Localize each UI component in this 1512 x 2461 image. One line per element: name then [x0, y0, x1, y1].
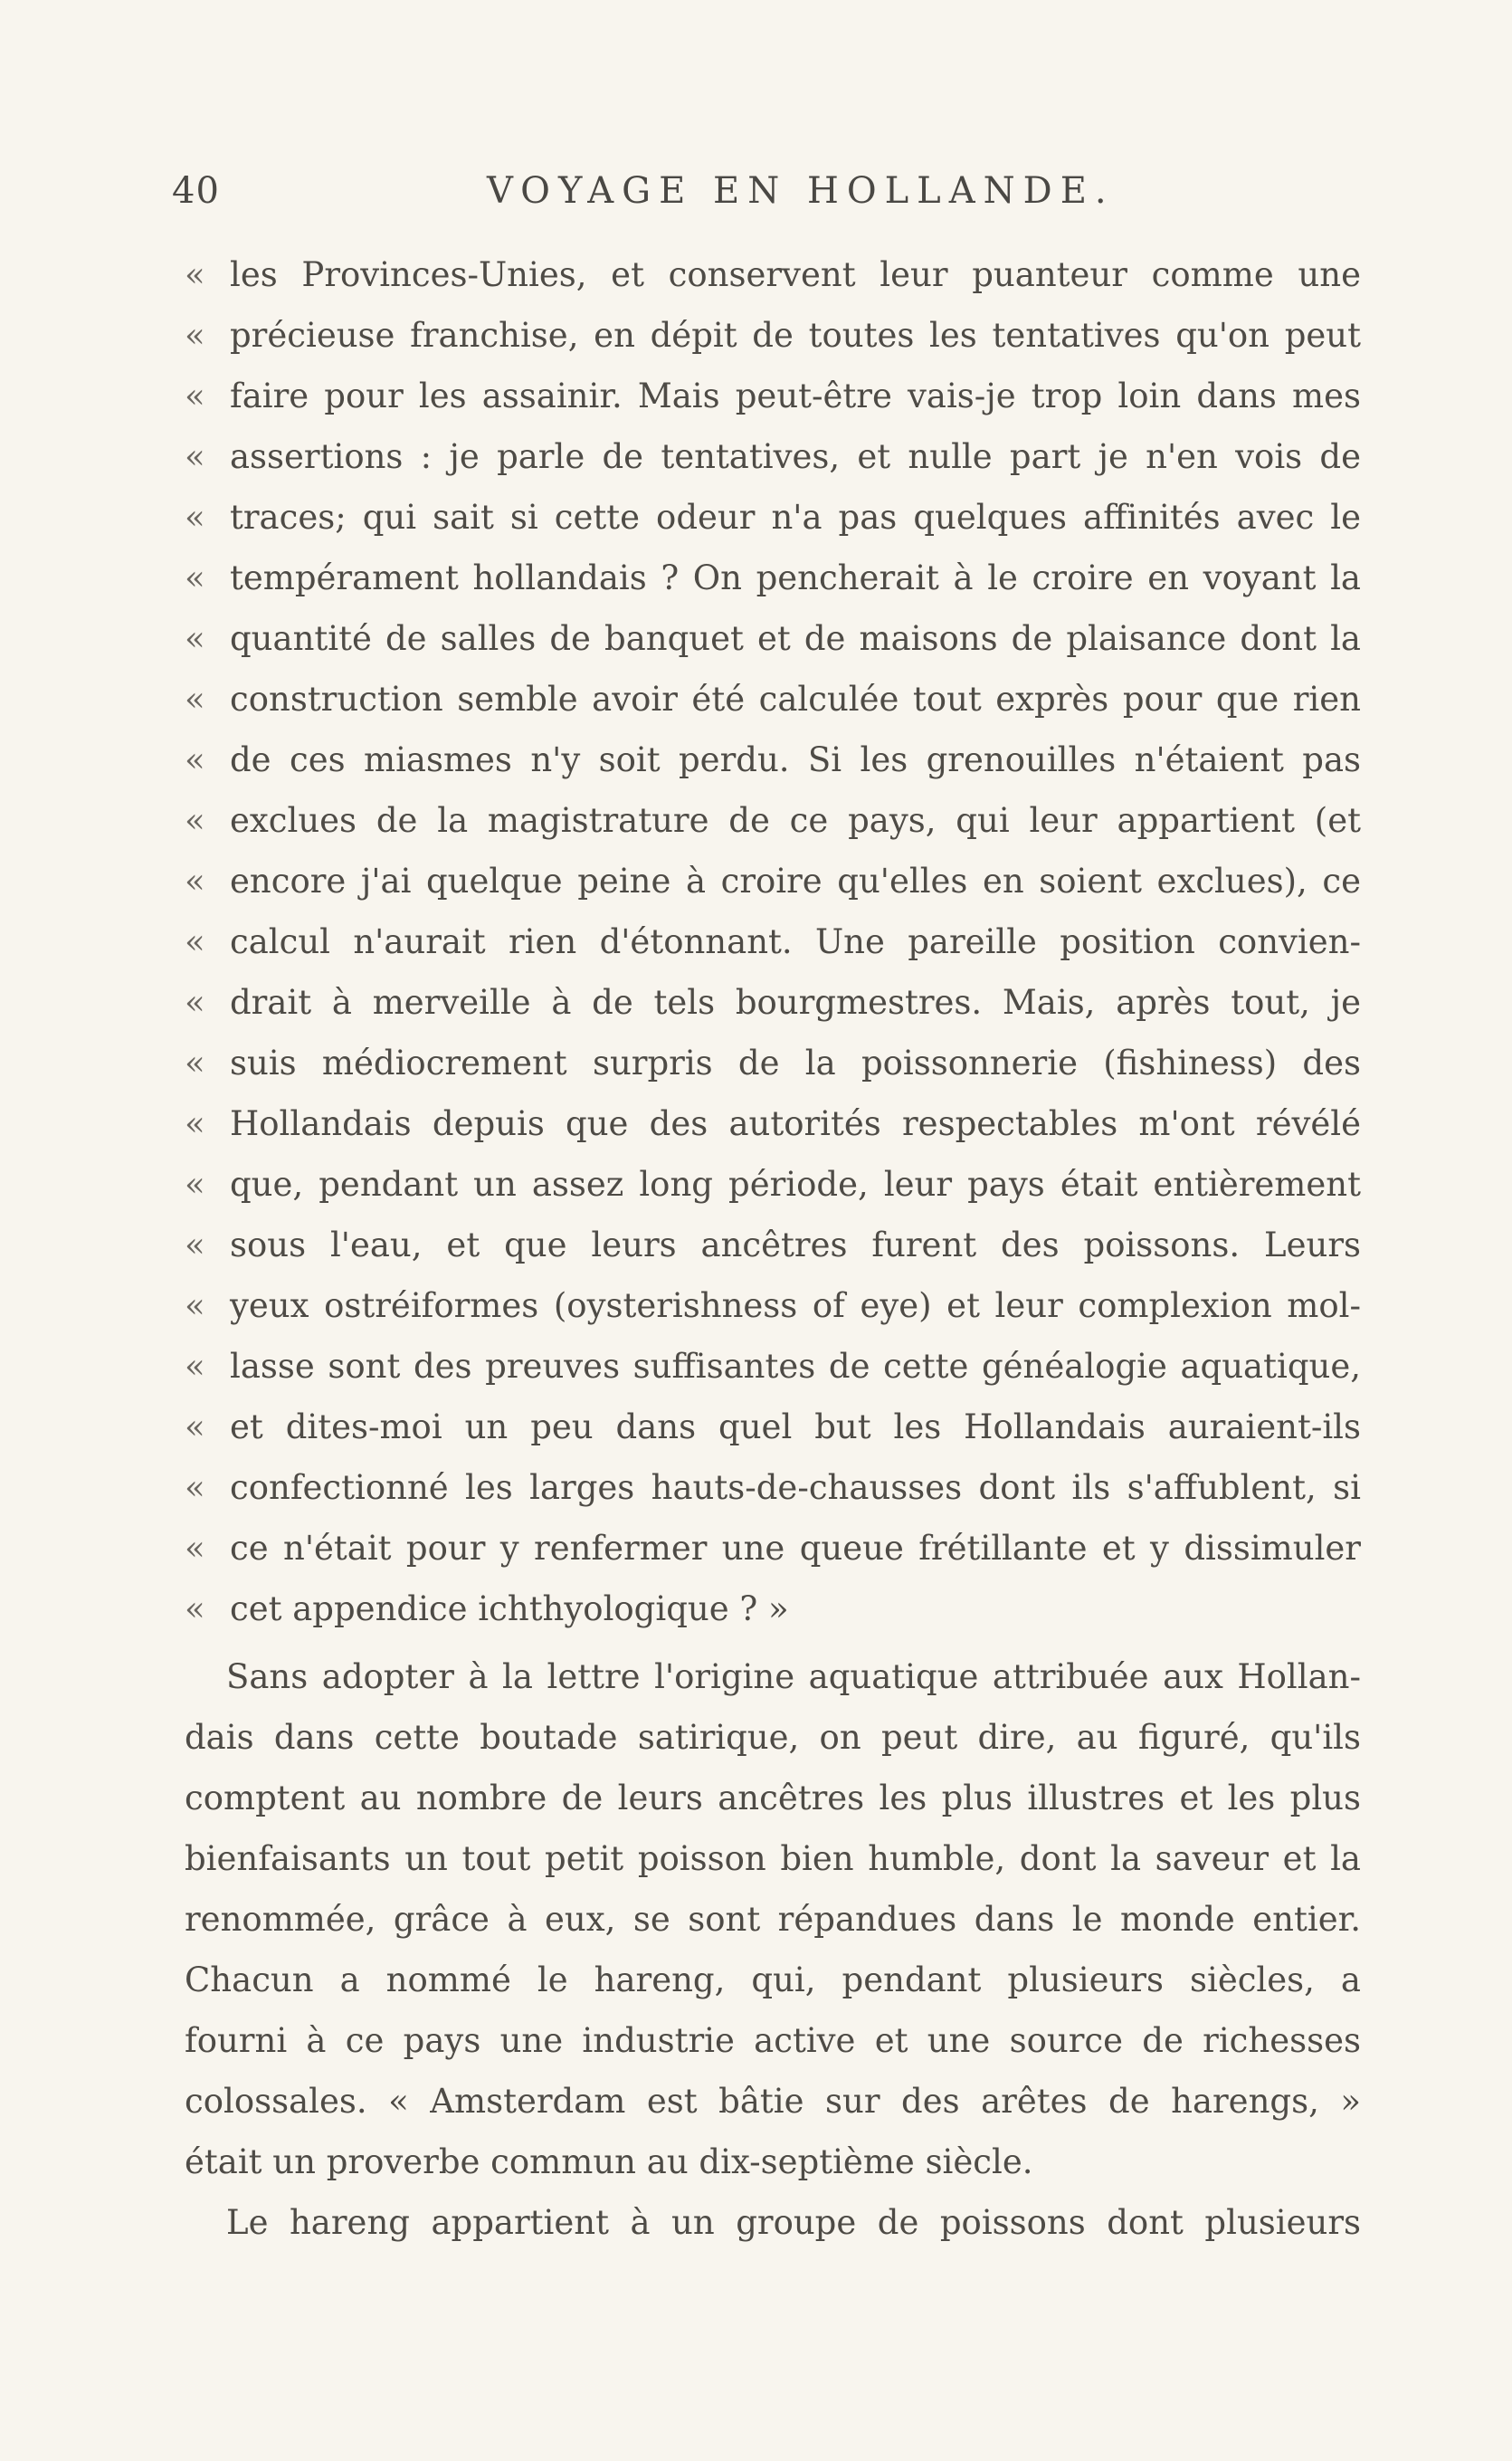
- quote-line-text: traces; qui sait si cette odeur n'a pas quelques affinités avec le: [230, 498, 1361, 537]
- paragraph-line: Chacun a nommé le hareng, qui, pendant plusieurs siècles, a: [185, 1960, 1361, 1999]
- quote-line-text: précieuse franchise, en dépit de toutes les tentatives qu'on peut: [230, 316, 1361, 355]
- paragraph-line: renommée, grâce à eux, se sont répandues dans le monde entier.: [185, 1900, 1361, 1939]
- paragraph-line: comptent au nombre de leurs ancêtres les plus illustres et les plus: [185, 1779, 1361, 1817]
- quote-line: [185, 244, 1361, 305]
- quote-line: [185, 1154, 1361, 1215]
- paragraph-line: colossales. « Amsterdam est bâtie sur des arêtes de harengs, »: [185, 2082, 1361, 2121]
- quote-mark: «: [185, 983, 205, 1022]
- quote-line-text: cet appendice ichthyologique ? »: [230, 1589, 789, 1628]
- quote-line: [185, 426, 1361, 487]
- quote-line-text: encore j'ai quelque peine à croire qu'elles en soient exclues), ce: [230, 862, 1361, 901]
- body-text: [185, 244, 1361, 2253]
- quote-line-text: confectionné les larges hauts-de-chausses dont ils s'affublent, si: [230, 1468, 1361, 1507]
- quote-line: [185, 1093, 1361, 1154]
- quote-mark: «: [185, 1044, 205, 1083]
- quote-line: [185, 911, 1361, 972]
- quote-line-text: quantité de salles de banquet et de maisons de plaisance dont la: [230, 619, 1361, 658]
- quoted-passage: [185, 244, 1361, 1639]
- running-head: [172, 170, 1348, 224]
- quote-line: [185, 1579, 1361, 1639]
- quote-line-text: drait à merveille à de tels bourgmestres. Mais, après tout, je: [230, 983, 1361, 1022]
- paragraph-line: était un proverbe commun au dix-septième siècle.: [185, 2142, 1033, 2181]
- quote-mark: «: [185, 1286, 205, 1325]
- paragraph-line: dais dans cette boutade satirique, on peut dire, au figuré, qu'ils: [185, 1718, 1361, 1757]
- quote-line-text: construction semble avoir été calculée tout exprès pour que rien: [230, 680, 1361, 719]
- quote-line: [185, 608, 1361, 669]
- quote-mark: «: [185, 1165, 205, 1204]
- quote-line: [185, 1215, 1361, 1275]
- quote-line: [185, 1336, 1361, 1397]
- quote-mark: «: [185, 316, 205, 355]
- quote-line-text: Hollandais depuis que des autorités respectables m'ont révélé: [230, 1104, 1361, 1143]
- quote-line: [185, 851, 1361, 911]
- quote-line: [185, 730, 1361, 790]
- quote-mark: «: [185, 1589, 205, 1628]
- quote-line: [185, 669, 1361, 730]
- quote-mark: «: [185, 1468, 205, 1507]
- page-number: 40: [172, 170, 220, 212]
- quote-line-text: de ces miasmes n'y soit perdu. Si les grenouilles n'étaient pas: [230, 740, 1361, 779]
- quote-mark: «: [185, 255, 205, 294]
- running-title: VOYAGE EN HOLLANDE.: [487, 170, 1115, 212]
- quote-line: [185, 1397, 1361, 1457]
- quote-line: [185, 305, 1361, 366]
- quote-line: [185, 1457, 1361, 1518]
- quote-mark: «: [185, 377, 205, 415]
- quote-line-text: ce n'était pour y renfermer une queue frétillante et y dissimuler: [230, 1529, 1361, 1568]
- quote-line-text: lasse sont des preuves suffisantes de cette généalogie aquatique,: [230, 1347, 1361, 1386]
- paragraph-line: fourni à ce pays une industrie active et une source de richesses: [185, 2021, 1361, 2060]
- quote-mark: «: [185, 1104, 205, 1143]
- quote-mark: «: [185, 558, 205, 597]
- quote-mark: «: [185, 740, 205, 779]
- quote-mark: «: [185, 1226, 205, 1264]
- quote-mark: «: [185, 498, 205, 537]
- quote-mark: «: [185, 1529, 205, 1568]
- quote-line: [185, 1518, 1361, 1579]
- quote-line: [185, 1033, 1361, 1093]
- paragraph-line: Le hareng appartient à un groupe de poissons dont plusieurs: [226, 2203, 1361, 2242]
- quote-line-text: faire pour les assainir. Mais peut-être vais-je trop loin dans mes: [230, 377, 1361, 415]
- paragraph-line: bienfaisants un tout petit poisson bien humble, dont la saveur et la: [185, 1839, 1361, 1878]
- quote-mark: «: [185, 922, 205, 961]
- quote-line-text: que, pendant un assez long période, leur pays était entièrement: [230, 1165, 1361, 1204]
- quote-line-text: calcul n'aurait rien d'étonnant. Une pareille position convien-: [230, 922, 1361, 961]
- quote-line-text: et dites-moi un peu dans quel but les Hollandais auraient-ils: [230, 1407, 1361, 1446]
- quote-line: [185, 548, 1361, 608]
- quote-line-text: tempérament hollandais ? On pencherait à le croire en voyant la: [230, 558, 1361, 597]
- quote-line-text: les Provinces-Unies, et conservent leur puanteur comme une: [230, 255, 1361, 294]
- quote-mark: «: [185, 680, 205, 719]
- quote-line: [185, 366, 1361, 426]
- quote-line: [185, 790, 1361, 851]
- paragraph: [185, 2192, 1361, 2253]
- quote-line-text: sous l'eau, et que leurs ancêtres furent des poissons. Leurs: [230, 1226, 1361, 1264]
- quote-mark: «: [185, 1407, 205, 1446]
- quote-mark: «: [185, 801, 205, 840]
- quote-line-text: suis médiocrement surpris de la poissonnerie (fishiness) des: [230, 1044, 1361, 1083]
- paragraph: [185, 1646, 1361, 2192]
- quote-mark: «: [185, 437, 205, 476]
- quote-mark: «: [185, 1347, 205, 1386]
- quote-line: [185, 972, 1361, 1033]
- quote-line-text: yeux ostréiformes (oysterishness of eye) et leur complexion mol-: [230, 1286, 1361, 1325]
- quote-mark: «: [185, 862, 205, 901]
- quote-mark: «: [185, 619, 205, 658]
- quote-line: [185, 1275, 1361, 1336]
- paragraph-line: Sans adopter à la lettre l'origine aquatique attribuée aux Hollan-: [226, 1657, 1361, 1696]
- quote-line-text: exclues de la magistrature de ce pays, qui leur appartient (et: [230, 801, 1361, 840]
- quote-line: [185, 487, 1361, 548]
- quote-line-text: assertions : je parle de tentatives, et nulle part je n'en vois de: [230, 437, 1361, 476]
